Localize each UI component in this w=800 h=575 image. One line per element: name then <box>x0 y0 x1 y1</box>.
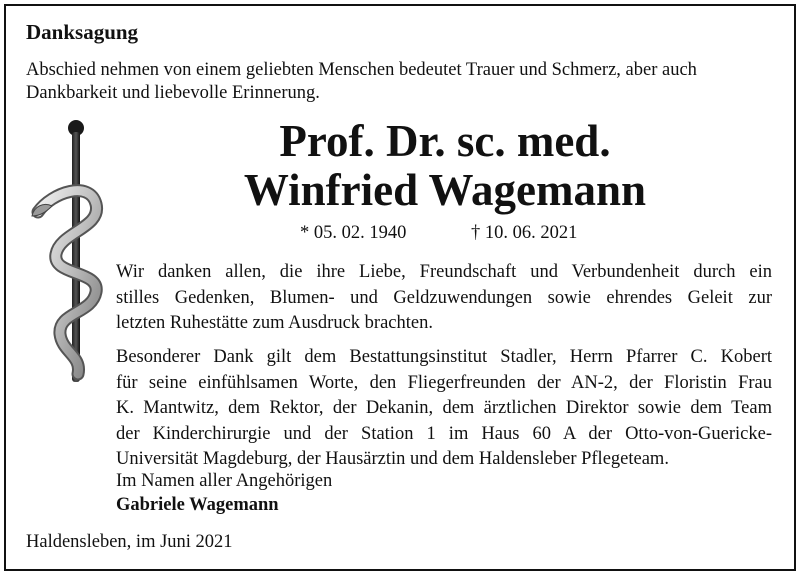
heading: Danksagung <box>26 20 139 44</box>
life-dates <box>300 221 577 245</box>
rod <box>72 132 80 382</box>
signature-name: Gabriele Wagemann <box>116 495 279 515</box>
paragraph-line: Besonderer Dank gilt dem Bestattungsinstitut Stadler, Herrn Pfarrer C. Kobert <box>116 347 772 367</box>
thanks-paragraph <box>116 260 772 337</box>
signature-intro: Im Namen aller Angehörigen <box>116 471 333 491</box>
death-date: † 10. 06. 2021 <box>471 223 578 243</box>
staff-of-asclepius-icon <box>30 120 120 390</box>
place-date: Haldensleben, im Juni 2021 <box>26 532 233 552</box>
birth-date: * 05. 02. 1940 <box>300 223 407 243</box>
paragraph-line: Wir danken allen, die ihre Liebe, Freundschaft und Verbundenheit durch ein <box>116 262 772 282</box>
snake <box>38 191 97 374</box>
paragraph-line: der Kinderchirurgie und der Station 1 im Haus 60 A der Otto-von-Guericke- <box>116 423 772 444</box>
paragraph-line: stilles Gedenken, Blumen- und Geldzuwendungen sowie ehrendes Geleit zur <box>116 287 772 308</box>
paragraph-line: Universität Magdeburg, der Hausärztin und dem Haldensleber Pflegeteam. <box>116 449 669 469</box>
intro-text: Abschied nehmen von einem geliebten Menschen bedeutet Trauer und Schmerz, aber auch Dankbarkeit und liebevolle Erinnerung. <box>26 60 697 103</box>
paragraph-line: K. Mantwitz, dem Rektor, der Dekanin, dem ärztlichen Direktor sowie dem Team <box>116 398 772 418</box>
title-academic: Prof. Dr. sc. med. <box>279 116 611 166</box>
title-name: Winfried Wagemann <box>243 165 647 215</box>
paragraph-line: für seine einfühlsamen Worte, den Fliegerfreunden der AN-2, der Floristin Frau <box>116 372 772 393</box>
paragraph-line: letzten Ruhestätte zum Ausdruck brachten. <box>116 313 433 333</box>
special-thanks-paragraph <box>116 345 772 473</box>
